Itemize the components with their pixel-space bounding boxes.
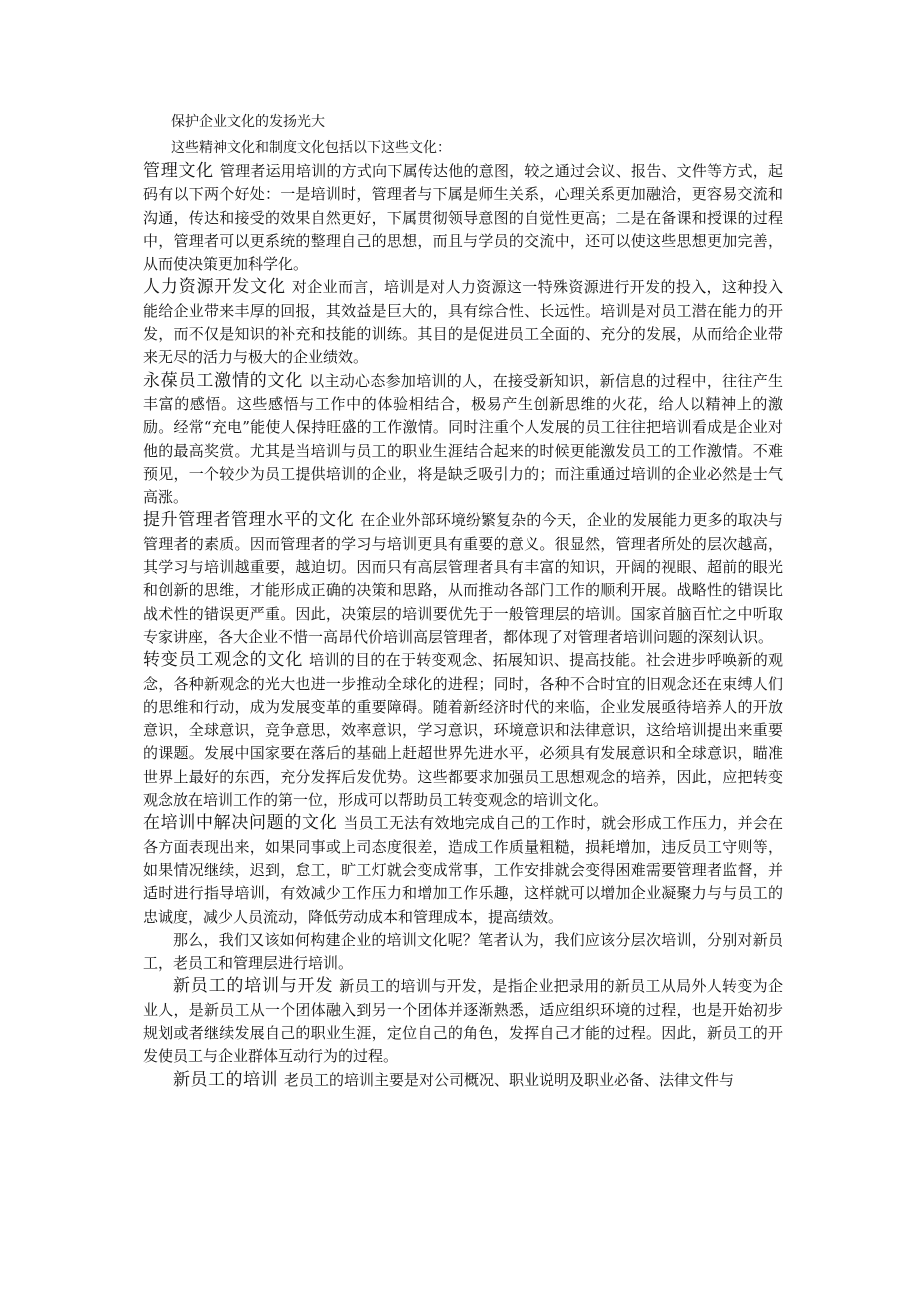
section-paragraph xyxy=(143,509,783,649)
section-heading: 转变员工观念的文化 xyxy=(143,650,304,671)
section-heading: 提升管理者管理水平的文化 xyxy=(143,510,355,531)
section-paragraph xyxy=(143,370,783,510)
section-heading: 在培训中解决问题的文化 xyxy=(143,813,338,834)
section-body: 管理者运用培训的方式向下属传达他的意图，较之通过会议、报告、文件等方式，起码有以下两个好处：一是培训时，管理者与下属是师生关系，心理关系更加融洽，更容易交流和沟通，传达和接受的效果自然更好，下属贯彻领导意图的自觉性更高；二是在备课和授课的过程中，管理者可以更系统的整理自己的思想，而且与学员的交流中，还可以使这些思想更加完善，从而使决策更加科学化。 xyxy=(143,162,783,274)
section-heading: 永葆员工激情的文化 xyxy=(143,370,304,391)
section-body: 对企业而言，培训是对人力资源这一特殊资源进行开发的投入，这种投入能给企业带来丰厚的回报，其效益是巨大的，具有综合性、长远性。培训是对员工潜在能力的开发，而不仅是知识的补充和技能的训练。其目的是促进员工全面的、充分的发展，从而给企业带来无尽的活力与极大的企业绩效。 xyxy=(143,278,783,367)
subsection-heading: 新员工的培训 xyxy=(173,1069,278,1090)
section-paragraph xyxy=(143,160,783,276)
subsection-paragraph xyxy=(143,975,783,1068)
section-body: 以主动心态参加培训的人，在接受新知识，新信息的过程中，往往产生丰富的感悟。这些感悟与工作中的体验相结合，极易产生创新思维的火花，给人以精神上的激励。经常“充电”能使人保持旺盛的工作激情。同时注重个人发展的员工往往把培训看成是企业对他的最高奖赏。尤其是当培训与员工的职业生涯结合起来的时候更能激发员工的工作激情。不难预见，一个较少为员工提供培训的企业，将是缺乏吸引力的；而注重通过培训的企业必然是士气高涨。 xyxy=(143,371,783,507)
section-heading: 管理文化 xyxy=(143,161,214,181)
subsection-body: 老员工的培训主要是对公司概况、职业说明及职业必备、法律文件与 xyxy=(284,1070,735,1089)
intro-line: 保护企业文化的发扬光大 xyxy=(171,114,325,130)
subsection-heading: 新员工的培训与开发 xyxy=(173,976,334,997)
section-body: 培训的目的在于转变观念、拓展知识、提高技能。社会进步呼唤新的观念，各种新观念的光大也进一步推动全球化的进程；同时，各种不合时宜的旧观念还在束缚人们的思维和行动，成为发展变革的重要障碍。随着新经济时代的来临，企业发展亟待培养人的开放意识，全球意识，竞争意思，效率意识，学习意识，环境意识和法律意识，这给培训提出来重要的课题。发展中国家要在落后的基础上赶超世界先进水平，必须具有发展意识和全球意识，瞄准世界上最好的东西，充分发挥后发优势。这些都要求加强员工思想观念的培养，因此，应把转变观念放在培训工作的第一位，形成可以帮助员工转变观念的培训文化。 xyxy=(143,651,783,810)
intro-line: 这些精神文化和制度文化包括以下这些文化： xyxy=(171,140,451,156)
subsection-paragraph xyxy=(143,1069,783,1092)
section-paragraph xyxy=(143,812,783,928)
question-paragraph: 那么，我们又该如何构建企业的培训文化呢？笔者认为，我们应该分层次培训，分别对新员工，老员工和管理层进行培训。 xyxy=(143,930,783,973)
document-page xyxy=(143,110,783,1092)
subsection-body: 新员工的培训与开发，是指企业把录用的新员工从局外人转变为企业人，是新员工从一个团体融入到另一个团体并逐渐熟悉，适应组织环境的过程，也是开始初步规划或者继续发展自己的职业生涯，定位自己的角色，发挥自己才能的过程。因此，新员工的开发使员工与企业群体互动行为的过程。 xyxy=(143,977,783,1066)
section-body: 在企业外部环境纷繁复杂的今天，企业的发展能力更多的取决与管理者的素质。因而管理者的学习与培训更具有重要的意义。很显然，管理者所处的层次越高，其学习与培训越重要，越迫切。因而只有高层管理者具有丰富的知识，开阔的视眼、超前的眼光和创新的思维，才能形成正确的决策和思路，从而推动各部门工作的顺利开展。战略性的错误比战术性的错误更严重。因此，决策层的培训要优先于一般管理层的培训。国家首脑百忙之中听取专家讲座，各大企业不惜一高昂代价培训高层管理者，都体现了对管理者培训问题的深刻认识。 xyxy=(143,511,783,646)
section-paragraph xyxy=(143,649,783,812)
section-heading: 人力资源开发文化 xyxy=(143,277,286,298)
section-paragraph xyxy=(143,276,783,369)
section-body: 当员工无法有效地完成自己的工作时，就会形成工作压力，并会在各方面表现出来，如果同事或上司态度很差，造成工作质量粗糙，损耗增加，违反员工守则等，如果情况继续，迟到，怠工，旷工灯就会变成常事，工作安排就会变得困难需要管理者监督，并适时进行指导培训，有效减少工作压力和增加工作乐趣，这样就可以增加企业凝聚力与与员工的忠诚度，减少人员流动，降低劳动成本和管理成本，提高绩效。 xyxy=(143,814,784,926)
